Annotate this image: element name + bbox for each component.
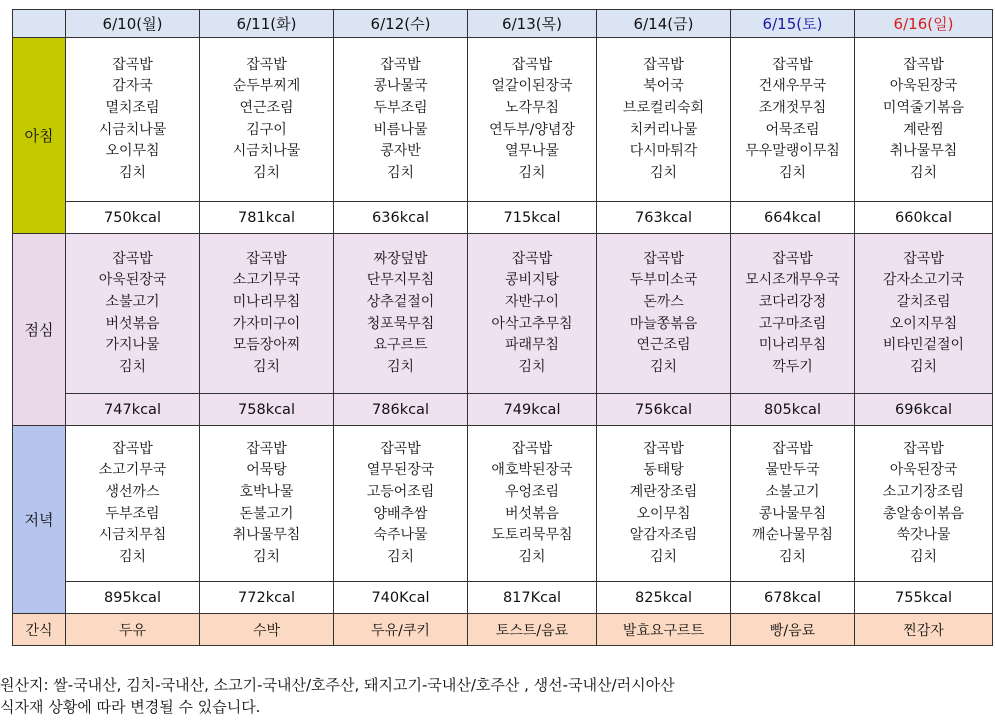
kcal-cell: 763kcal [597, 202, 731, 234]
menu-item: 열무나물 [504, 143, 560, 160]
kcal-cell: 750kcal [66, 202, 200, 234]
menu-cell [597, 38, 731, 202]
menu-item: 김치 [118, 164, 147, 181]
change-note: 식자재 상황에 따라 변경될 수 있습니다. [0, 698, 261, 716]
corner-cell [13, 10, 66, 38]
menu-cell [334, 234, 468, 394]
menu-item: 김구이 [246, 121, 287, 138]
menu-item: 계란찜 [903, 121, 944, 138]
menu-item: 아욱된장국 [98, 272, 167, 289]
menu-cell [855, 426, 993, 582]
menu-item: 콩나물국 [373, 78, 428, 95]
menu-item: 어묵조림 [765, 121, 820, 138]
menu-item: 깨순나물무침 [751, 527, 834, 544]
menu-cell [468, 38, 597, 202]
menu-cell [334, 426, 468, 582]
menu-item: 오이무침 [636, 505, 691, 522]
menu-item: 김치 [778, 548, 807, 565]
menu-item: 콩비지탕 [504, 272, 560, 289]
menu-item: 짜장덮밥 [373, 250, 428, 267]
menu-cell [334, 38, 468, 202]
kcal-cell: 740Kcal [334, 582, 468, 614]
lunch-items-row [13, 234, 993, 394]
menu-item: 계란장조림 [629, 483, 698, 500]
kcal-cell: 636kcal [334, 202, 468, 234]
day-header-mon: 6/10(월) [66, 10, 200, 38]
dinner-items-row [13, 426, 993, 582]
menu-item: 잡곡밥 [643, 56, 684, 73]
menu-item: 김치 [649, 164, 678, 181]
meal-label-breakfast: 아침 [13, 38, 66, 234]
menu-cell [731, 38, 855, 202]
kcal-cell: 664kcal [731, 202, 855, 234]
menu-item: 연근조림 [239, 99, 294, 116]
menu-item: 다시마튀각 [629, 143, 698, 160]
menu-item: 상추겉절이 [366, 293, 435, 310]
menu-cell [66, 234, 200, 394]
menu-item: 김치 [118, 358, 147, 375]
menu-item: 김치 [252, 164, 281, 181]
kcal-cell: 895kcal [66, 582, 200, 614]
menu-item: 건새우무국 [758, 78, 827, 95]
menu-item: 돈까스 [643, 293, 684, 310]
kcal-cell: 747kcal [66, 394, 200, 426]
menu-item: 조개젓무침 [758, 99, 827, 116]
menu-item: 자반구이 [504, 293, 560, 310]
menu-item: 잡곡밥 [246, 440, 287, 457]
menu-item: 치커리나물 [629, 121, 698, 138]
menu-item: 버섯볶음 [504, 505, 560, 522]
menu-item: 비름나물 [373, 121, 428, 138]
menu-item: 무우말랭이무침 [745, 143, 840, 160]
menu-item: 브로컬리숙회 [622, 99, 705, 116]
menu-item: 잡곡밥 [903, 56, 944, 73]
menu-item: 김치 [778, 164, 807, 181]
menu-item: 김치 [909, 164, 938, 181]
menu-cell [855, 38, 993, 202]
menu-item: 모듬장아찌 [232, 337, 301, 354]
menu-item: 숙주나물 [373, 527, 428, 544]
meal-label-lunch: 점심 [13, 234, 66, 426]
menu-cell [731, 234, 855, 394]
menu-cell [468, 234, 597, 394]
weekly-menu-table [12, 9, 993, 646]
kcal-cell: 772kcal [200, 582, 334, 614]
menu-item: 잡곡밥 [772, 250, 813, 267]
breakfast-items-row [13, 38, 993, 202]
menu-item: 북어국 [643, 78, 684, 95]
menu-item: 감자국 [112, 78, 153, 95]
menu-item: 마늘쫑볶음 [629, 315, 698, 332]
kcal-cell: 755kcal [855, 582, 993, 614]
menu-item: 김치 [909, 358, 938, 375]
menu-item: 김치 [518, 358, 546, 375]
day-header-tue: 6/11(화) [200, 10, 334, 38]
menu-item: 알감자조림 [629, 527, 698, 544]
menu-item: 단무지무침 [366, 272, 435, 289]
menu-item: 우엉조림 [504, 483, 560, 500]
menu-item: 고구마조림 [758, 315, 827, 332]
kcal-cell: 660kcal [855, 202, 993, 234]
snack-cell: 수박 [200, 614, 334, 646]
snack-cell: 토스트/음료 [468, 614, 597, 646]
menu-item: 취나물무침 [889, 143, 958, 160]
kcal-cell: 817Kcal [468, 582, 597, 614]
menu-item: 잡곡밥 [380, 440, 421, 457]
menu-item: 버섯볶음 [105, 315, 160, 332]
menu-item: 연두부/양념장 [489, 121, 575, 138]
menu-item: 총알송이볶음 [882, 505, 965, 522]
kcal-cell: 825kcal [597, 582, 731, 614]
lunch-kcal-row [13, 394, 993, 426]
menu-item: 김치 [909, 548, 938, 565]
menu-item: 잡곡밥 [246, 250, 287, 267]
snack-row [13, 614, 993, 646]
menu-item: 김치 [649, 548, 678, 565]
date-header-row [13, 10, 993, 38]
menu-item: 잡곡밥 [246, 56, 287, 73]
kcal-cell: 749kcal [468, 394, 597, 426]
menu-cell [468, 426, 597, 582]
menu-cell [200, 38, 334, 202]
menu-item: 요구르트 [373, 337, 428, 354]
menu-item: 미나리무침 [758, 337, 827, 354]
menu-item: 잡곡밥 [511, 250, 553, 267]
menu-item: 가지나물 [105, 337, 160, 354]
menu-item: 생선까스 [105, 483, 160, 500]
menu-item: 감자소고기국 [882, 272, 965, 289]
kcal-cell: 678kcal [731, 582, 855, 614]
menu-item: 돈불고기 [239, 505, 294, 522]
menu-item: 양배추쌈 [373, 505, 428, 522]
menu-item: 오이무침 [105, 143, 160, 160]
snack-cell: 빵/음료 [731, 614, 855, 646]
day-header-sat: 6/15(토) [731, 10, 855, 38]
menu-item: 노각무침 [504, 99, 560, 116]
menu-cell [597, 234, 731, 394]
kcal-cell: 786kcal [334, 394, 468, 426]
menu-item: 두부조림 [105, 505, 160, 522]
menu-item: 청포묵무침 [366, 315, 435, 332]
menu-cell [200, 234, 334, 394]
menu-item: 잡곡밥 [772, 440, 813, 457]
menu-item: 잡곡밥 [511, 56, 553, 73]
menu-item: 모시조개무우국 [745, 272, 840, 289]
menu-item: 코다리강정 [758, 293, 827, 310]
menu-item: 소불고기 [105, 293, 160, 310]
menu-cell [597, 426, 731, 582]
menu-item: 김치 [118, 548, 147, 565]
snack-cell: 두유/쿠키 [334, 614, 468, 646]
menu-item: 잡곡밥 [903, 440, 944, 457]
meal-label-dinner: 저녁 [13, 426, 66, 614]
menu-cell [200, 426, 334, 582]
menu-cell [66, 38, 200, 202]
menu-item: 잡곡밥 [511, 440, 553, 457]
menu-item: 김치 [518, 164, 546, 181]
menu-item: 김치 [252, 358, 281, 375]
menu-cell [855, 234, 993, 394]
snack-cell: 발효요구르트 [597, 614, 731, 646]
menu-item: 아삭고추무침 [491, 315, 573, 332]
menu-item: 김치 [649, 358, 678, 375]
menu-item: 소불고기 [765, 483, 820, 500]
menu-item: 아욱된장국 [889, 462, 958, 479]
menu-item: 잡곡밥 [112, 440, 153, 457]
menu-item: 김치 [518, 548, 546, 565]
menu-item: 갈치조림 [896, 293, 951, 310]
breakfast-kcal-row [13, 202, 993, 234]
menu-item: 김치 [386, 548, 415, 565]
menu-item: 물만두국 [765, 462, 820, 479]
kcal-cell: 758kcal [200, 394, 334, 426]
day-header-wed: 6/12(수) [334, 10, 468, 38]
meal-label-snack: 간식 [13, 614, 66, 646]
origin-note: 원산지: 쌀-국내산, 김치-국내산, 소고기-국내산/호주산, 돼지고기-국내산/호주산 , 생선-국내산/러시아산 [0, 676, 675, 694]
menu-item: 비타민겉절이 [882, 337, 965, 354]
menu-item: 미나리무침 [232, 293, 301, 310]
snack-cell: 두유 [66, 614, 200, 646]
menu-item: 호박나물 [239, 483, 294, 500]
menu-item: 김치 [386, 164, 415, 181]
menu-item: 두부조림 [373, 99, 428, 116]
kcal-cell: 756kcal [597, 394, 731, 426]
menu-item: 오이지무침 [889, 315, 958, 332]
menu-item: 도토리묵무침 [491, 527, 573, 544]
kcal-cell: 715kcal [468, 202, 597, 234]
menu-item: 연근조림 [636, 337, 691, 354]
day-header-fri: 6/14(금) [597, 10, 731, 38]
menu-item: 김치 [252, 548, 281, 565]
menu-item: 잡곡밥 [643, 250, 684, 267]
dinner-kcal-row [13, 582, 993, 614]
menu-item: 동태탕 [643, 462, 684, 479]
menu-item: 어묵탕 [246, 462, 287, 479]
menu-item: 콩나물무침 [758, 505, 827, 522]
menu-item: 콩자반 [380, 143, 421, 160]
menu-item: 김치 [386, 358, 415, 375]
menu-item: 소고기무국 [232, 272, 301, 289]
menu-item: 열무된장국 [366, 462, 435, 479]
day-header-thu: 6/13(목) [468, 10, 597, 38]
menu-item: 쑥갓나물 [896, 527, 951, 544]
menu-item: 가자미구이 [232, 315, 301, 332]
kcal-cell: 781kcal [200, 202, 334, 234]
kcal-cell: 696kcal [855, 394, 993, 426]
menu-item: 시금치무침 [98, 527, 167, 544]
menu-item: 잡곡밥 [380, 56, 421, 73]
menu-item: 시금치나물 [232, 143, 301, 160]
menu-item: 미역줄기볶음 [882, 99, 965, 116]
menu-item: 취나물무침 [232, 527, 301, 544]
menu-item: 잡곡밥 [643, 440, 684, 457]
menu-item: 소고기무국 [98, 462, 167, 479]
menu-item: 소고기장조림 [882, 483, 965, 500]
day-header-sun: 6/16(일) [855, 10, 993, 38]
menu-item: 시금치나물 [98, 121, 167, 138]
menu-cell [66, 426, 200, 582]
menu-item: 잡곡밥 [903, 250, 944, 267]
menu-item: 잡곡밥 [112, 250, 153, 267]
menu-item: 고등어조림 [366, 483, 435, 500]
menu-item: 잡곡밥 [112, 56, 153, 73]
menu-item: 순두부찌게 [232, 78, 301, 95]
menu-item: 애호박된장국 [491, 462, 573, 479]
menu-cell [731, 426, 855, 582]
kcal-cell: 805kcal [731, 394, 855, 426]
menu-item: 두부미소국 [629, 272, 698, 289]
snack-cell: 찐감자 [855, 614, 993, 646]
menu-item: 잡곡밥 [772, 56, 813, 73]
menu-item: 멸치조림 [105, 99, 160, 116]
footnotes [0, 674, 675, 718]
menu-item: 파래무침 [504, 337, 560, 354]
menu-item: 아욱된장국 [889, 78, 958, 95]
menu-item: 깍두기 [772, 358, 813, 375]
menu-item: 얼갈이된장국 [491, 78, 573, 95]
